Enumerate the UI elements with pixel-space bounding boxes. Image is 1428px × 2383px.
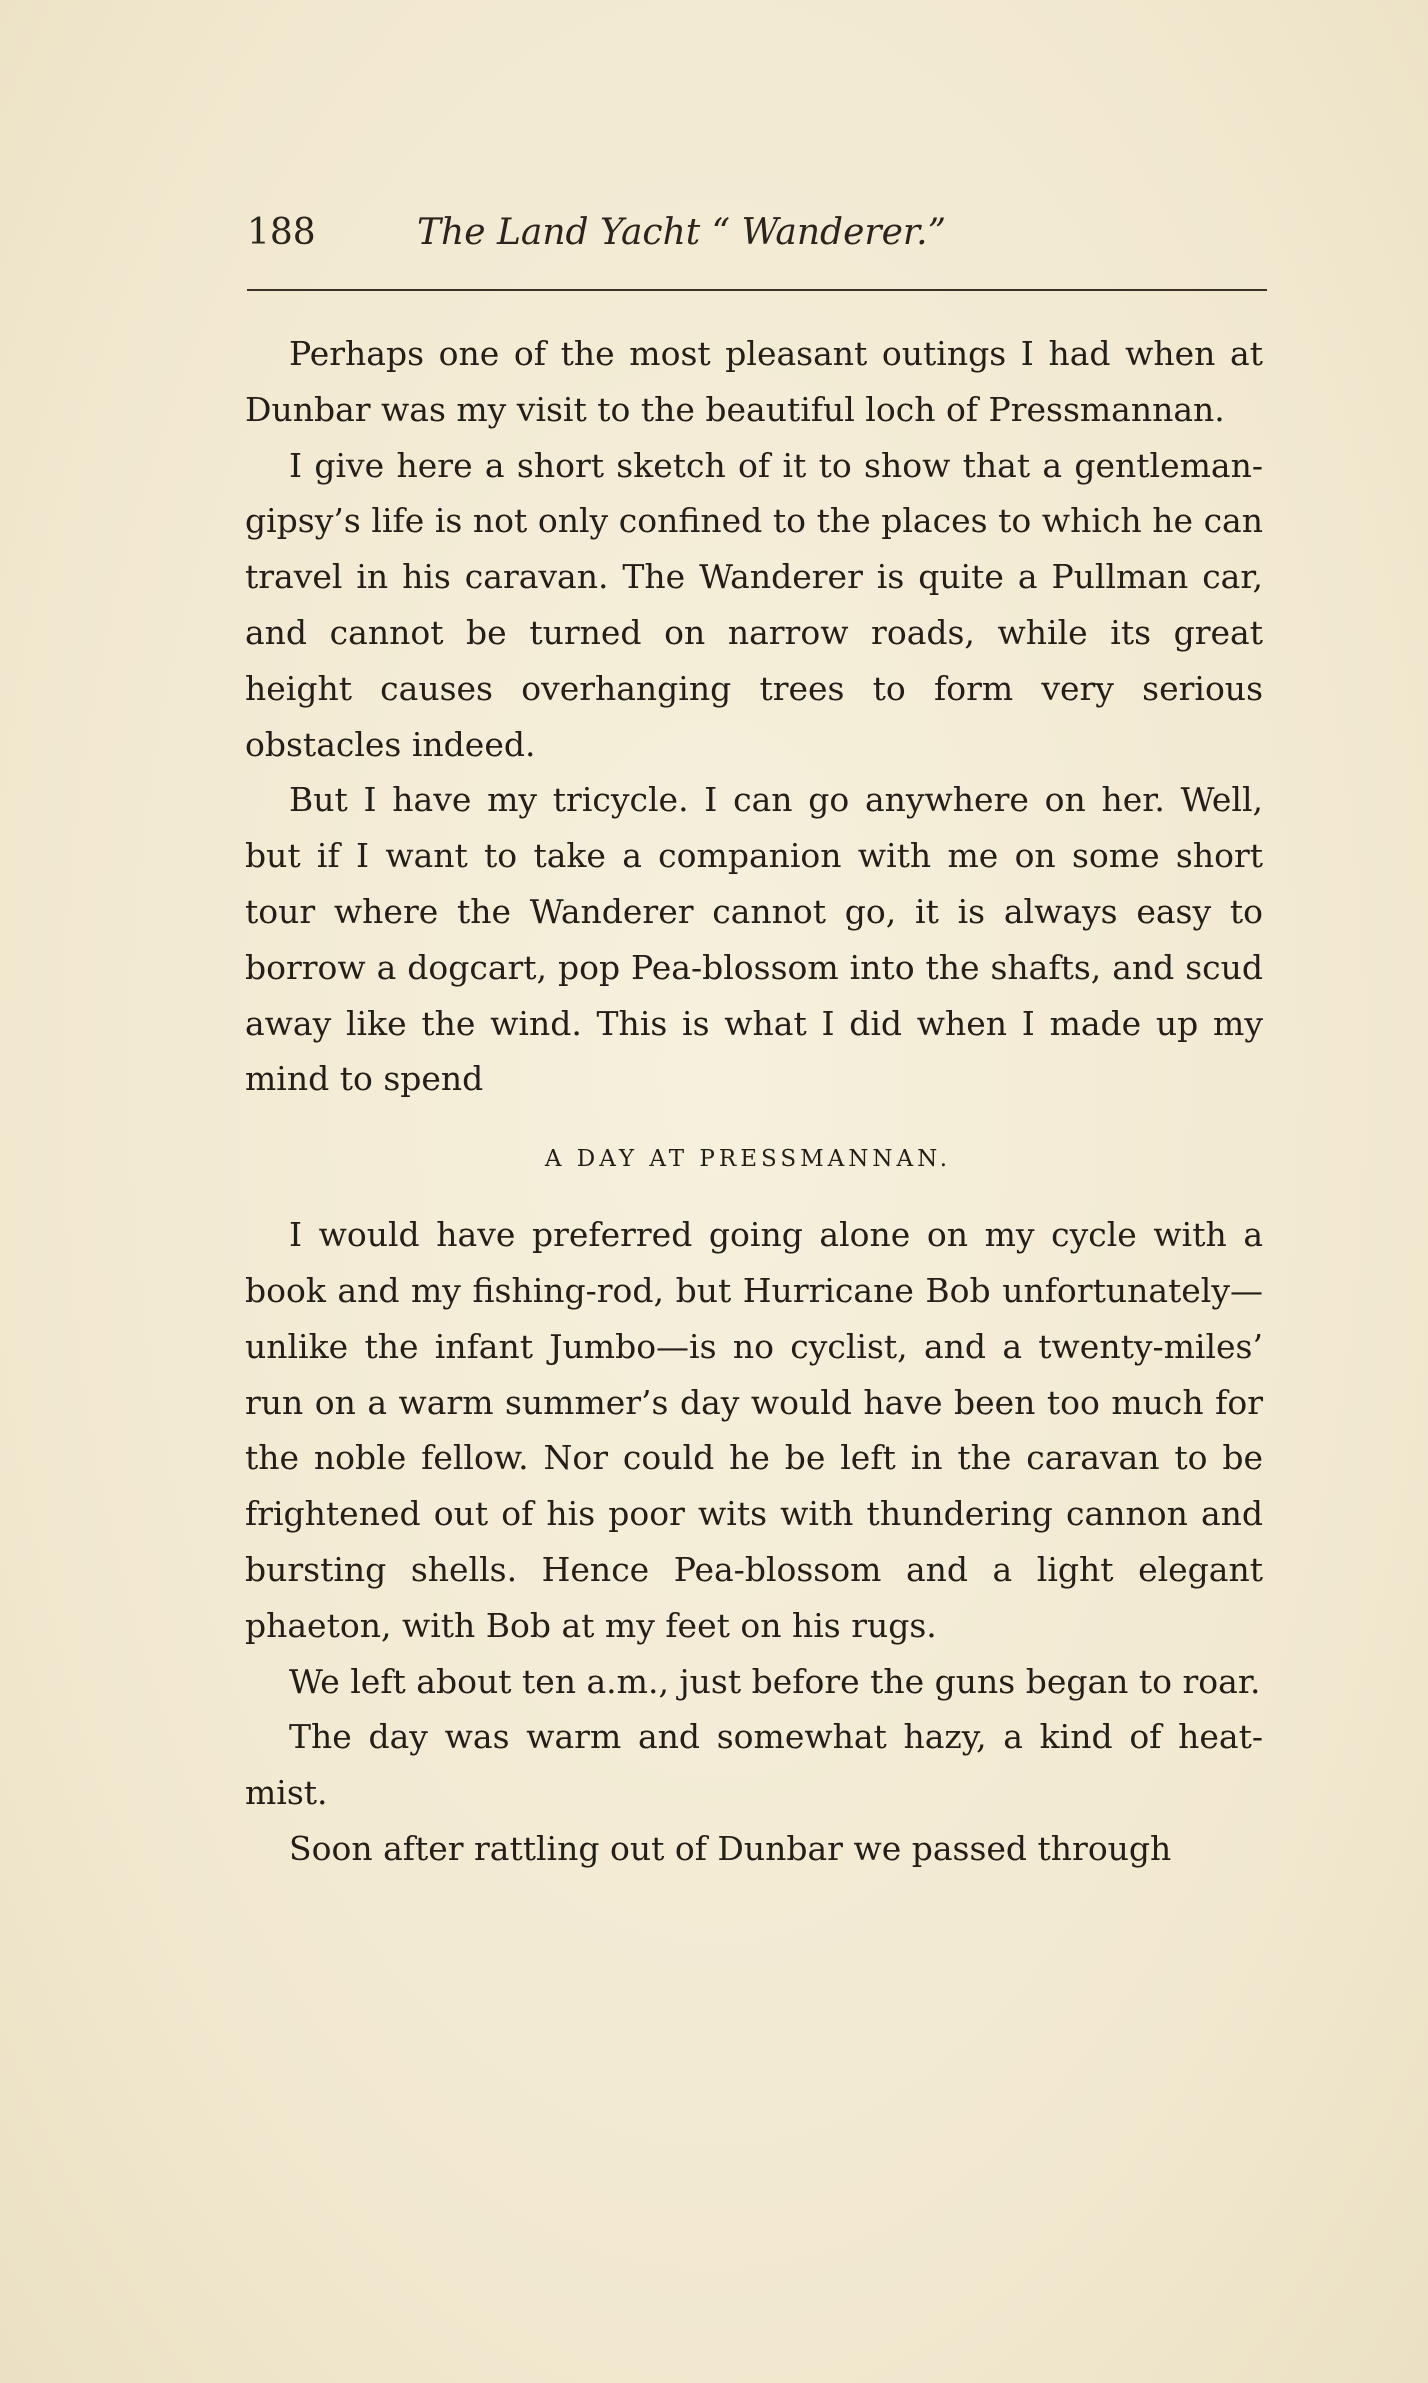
- running-title: The Land Yacht “ Wanderer.”: [417, 212, 947, 253]
- body-text: [245, 326, 1263, 1877]
- paragraph: I give here a short sketch of it to show that a gentleman-gipsy’s life is not only confined to the places to which he can travel in his caravan. The Wanderer is quite a Pullman car, and cannot be turned on narrow roads, while its great height causes overhanging trees to form very serious obstacles indeed.: [245, 445, 1263, 764]
- section-heading: A DAY AT PRESSMANNAN.: [544, 1146, 952, 1173]
- page-number: 188: [247, 212, 316, 253]
- paragraph: But I have my tricycle. I can go anywhere on her. Well, but if I want to take a companion with me on some short tour where the Wanderer cannot go, it is always easy to borrow a dogcart, pop Pea-blossom into the shafts, and scud away like the wind. This is what I did when I made up my mind to spend: [245, 780, 1263, 1099]
- page-header: [247, 212, 1267, 272]
- paragraph: The day was warm and somewhat hazy, a kind of heat-mist.: [245, 1717, 1263, 1813]
- paragraph: Soon after rattling out of Dunbar we passed through: [289, 1828, 1172, 1868]
- paragraph: Perhaps one of the most pleasant outings I had when at Dunbar was my visit to the beautiful loch of Pressmannan.: [245, 334, 1263, 429]
- paragraph: I would have preferred going alone on my cycle with a book and my fishing-rod, but Hurricane Bob unfortunately—unlike the infant Jumbo—is no cyclist, and a twenty-miles’ run on a warm summer’s day would have been too much for the noble fellow. Nor could he be left in the caravan to be frightened out of his poor wits with thundering cannon and bursting shells. Hence Pea-blossom and a light elegant phaeton, with Bob at my feet on his rugs.: [245, 1215, 1263, 1645]
- paragraph: We left about ten a.m., just before the guns began to roar.: [289, 1661, 1261, 1701]
- header-rule: [247, 289, 1267, 291]
